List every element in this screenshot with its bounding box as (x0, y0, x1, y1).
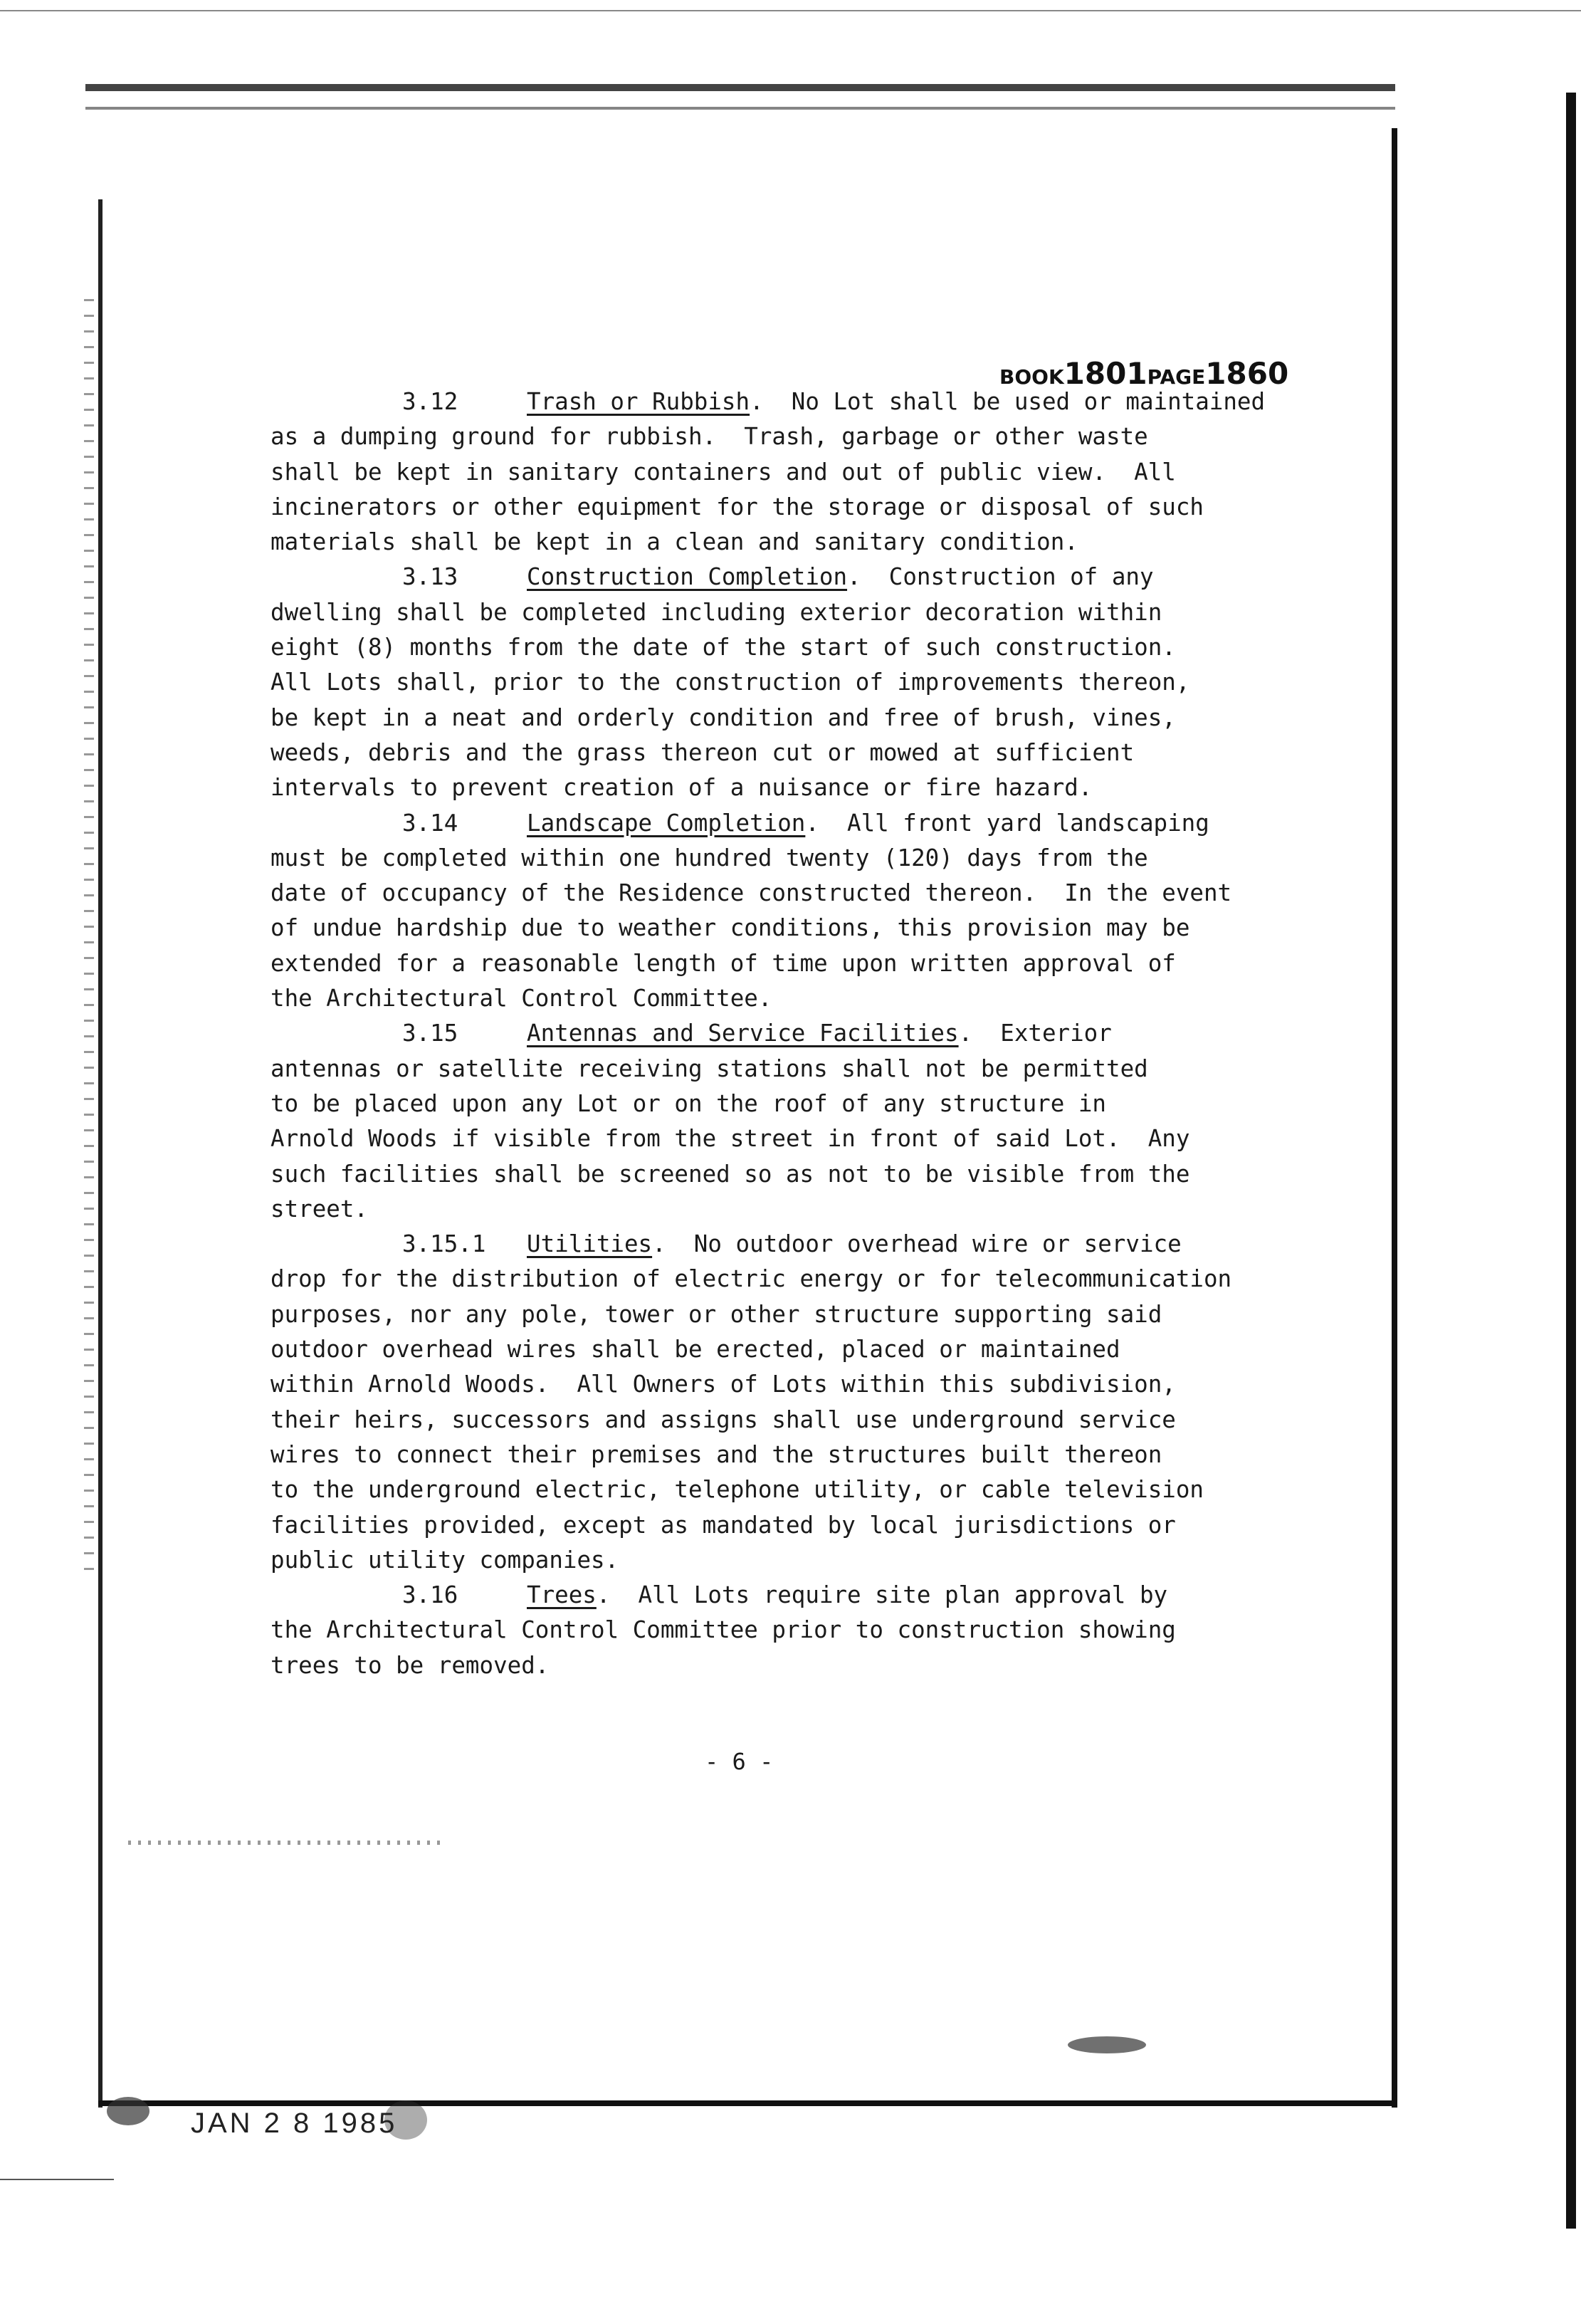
body-line: such facilities shall be screened so as not to be visible from the (270, 1160, 1190, 1188)
body-line: date of occupancy of the Residence constructed thereon. In the event (270, 879, 1232, 907)
body-line: to the underground electric, telephone utility, or cable television (270, 1476, 1204, 1504)
page-label: PAGE (1147, 365, 1206, 389)
scan-frame-top (85, 84, 1395, 91)
body-line: antennas or satellite receiving stations shall not be permitted (270, 1054, 1148, 1082)
body-line: purposes, nor any pole, tower or other structure supporting said (270, 1300, 1162, 1328)
body-line: eight (8) months from the date of the start of such construction. (270, 634, 1176, 661)
page-number-ref: 1860 (1205, 356, 1289, 391)
scan-speckle-left (84, 299, 94, 1581)
body-line: outdoor overhead wires shall be erected, placed or maintained (270, 1336, 1120, 1363)
ink-smudge (107, 2097, 149, 2125)
scan-frame-bottom (98, 2100, 1397, 2106)
document-body (270, 384, 1303, 1683)
body-line: as a dumping ground for rubbish. Trash, garbage or other waste (270, 423, 1148, 451)
section-heading: Construction Completion (527, 563, 848, 591)
body-line: be kept in a neat and orderly condition and free of brush, vines, (270, 703, 1176, 731)
section-number: 3.15 (402, 1020, 458, 1047)
section-first-line (270, 1016, 1303, 1051)
section-first-line (270, 1578, 1303, 1613)
body-line: street. (270, 1195, 368, 1223)
section-heading: Trash or Rubbish (527, 388, 750, 415)
body-line: dwelling shall be completed including exterior decoration within (270, 598, 1162, 626)
scan-edge-bottom (0, 2179, 114, 2180)
recording-date-stamp: JAN 2 8 1985 (191, 2108, 398, 2139)
section-first-line (270, 1227, 1303, 1262)
book-label: BOOK (999, 365, 1064, 389)
body-line: weeds, debris and the grass thereon cut or mowed at sufficient (270, 738, 1135, 766)
body-line: facilities provided, except as mandated by local jurisdictions or (270, 1511, 1176, 1539)
body-line: Arnold Woods if visible from the street in front of said Lot. Any (270, 1125, 1190, 1153)
section-heading: Trees (527, 1581, 597, 1609)
scan-frame-top-inner (85, 107, 1395, 110)
body-line: public utility companies. (270, 1546, 619, 1574)
scan-frame-right (1392, 128, 1397, 2108)
section-number: 3.12 (402, 388, 458, 415)
body-line: drop for the distribution of electric energy or for telecommunication (270, 1265, 1232, 1293)
body-line: intervals to prevent creation of a nuisance or fire hazard. (270, 774, 1093, 802)
body-line: trees to be removed. (270, 1651, 550, 1679)
section-heading: Antennas and Service Facilities (527, 1020, 959, 1047)
page-footer-number: - 6 - (705, 1748, 774, 1775)
section-number: 3.13 (402, 563, 458, 591)
body-line: must be completed within one hundred twenty (120) days from the (270, 844, 1148, 872)
section-text: . All front yard landscaping (805, 809, 1209, 837)
scan-edge-top (0, 10, 1581, 11)
body-line: within Arnold Woods. All Owners of Lots within this subdivision, (270, 1371, 1176, 1398)
ink-smudge (1068, 2036, 1146, 2053)
section-text: . No Lot shall be used or maintained (750, 388, 1266, 415)
book-number: 1801 (1063, 356, 1147, 391)
body-line: the Architectural Control Committee prior to construction showing (270, 1616, 1176, 1644)
body-line: materials shall be kept in a clean and sanitary condition. (270, 528, 1078, 556)
section-first-line (270, 560, 1303, 595)
section-number: 3.15.1 (402, 1230, 486, 1258)
body-line: shall be kept in sanitary containers and out of public view. All (270, 458, 1176, 486)
body-line: of undue hardship due to weather conditions, this provision may be (270, 914, 1190, 942)
section-text: . Exterior (958, 1020, 1112, 1047)
scan-dots-row (128, 1841, 441, 1845)
body-line: to be placed upon any Lot or on the roof of any structure in (270, 1089, 1106, 1117)
body-line: incinerators or other equipment for the storage or disposal of such (270, 493, 1204, 520)
scan-edge-right (1566, 93, 1576, 2229)
section-first-line (270, 384, 1303, 419)
section-text: . No outdoor overhead wire or service (652, 1230, 1182, 1258)
body-line: their heirs, successors and assigns shall use underground service (270, 1406, 1176, 1433)
section-number: 3.16 (402, 1581, 458, 1609)
section-text: . All Lots require site plan approval by (596, 1581, 1168, 1609)
section-heading: Landscape Completion (527, 809, 806, 837)
body-line: the Architectural Control Committee. (270, 985, 772, 1012)
body-line: extended for a reasonable length of time upon written approval of (270, 949, 1176, 977)
body-line: wires to connect their premises and the structures built thereon (270, 1440, 1162, 1468)
section-number: 3.14 (402, 809, 458, 837)
scan-frame-left (98, 199, 103, 2108)
body-line: All Lots shall, prior to the construction of improvements thereon, (270, 669, 1190, 696)
section-heading: Utilities (527, 1230, 653, 1258)
section-first-line (270, 806, 1303, 841)
section-text: . Construction of any (847, 563, 1154, 591)
